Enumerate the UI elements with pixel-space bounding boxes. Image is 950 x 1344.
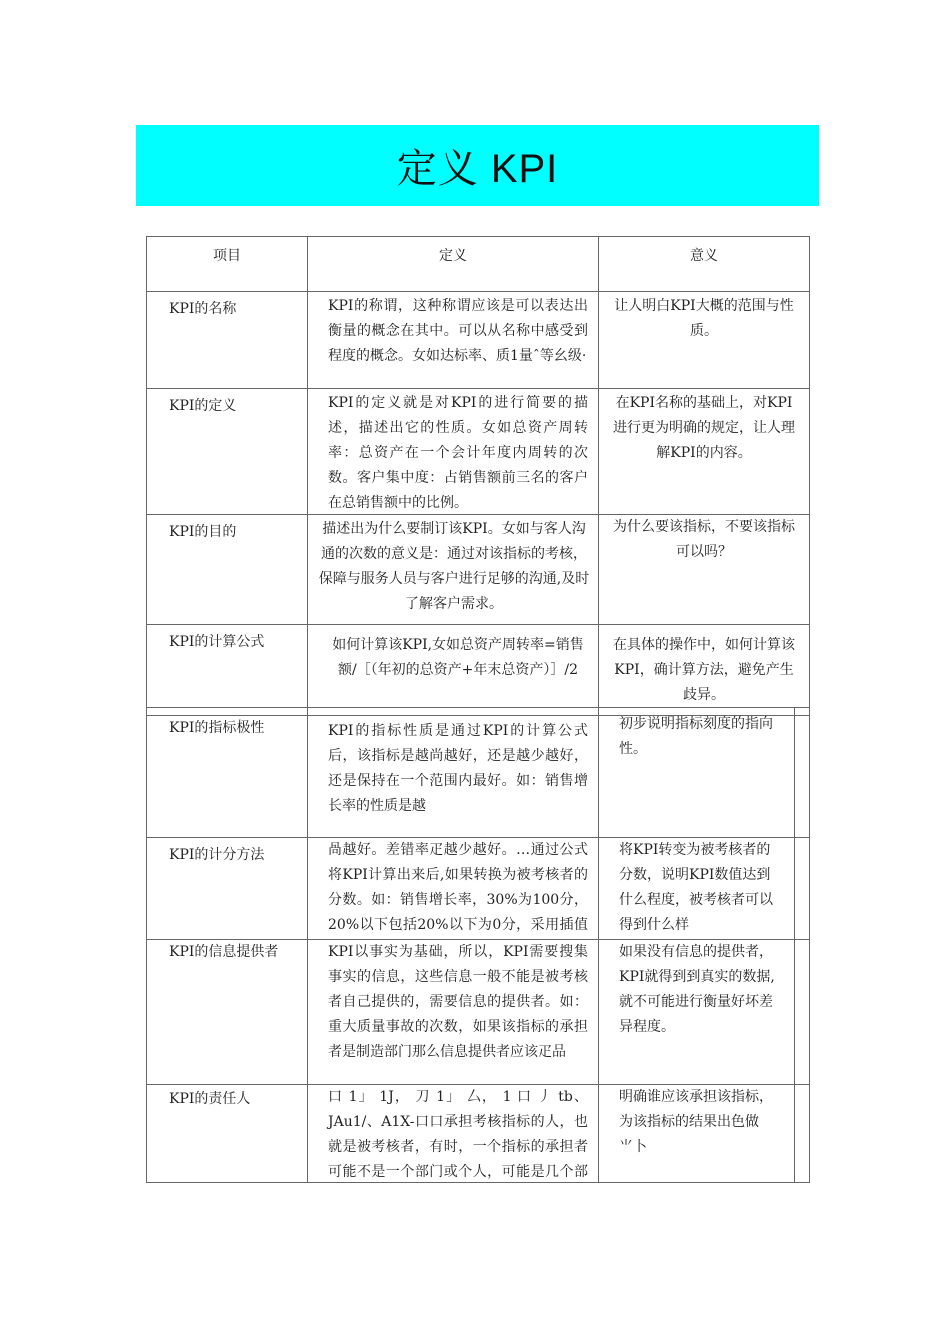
row-definition: 如何计算该KPI,女如总资产周转率=销售额/［（年初的总资产+年末总资产）］/2 bbox=[308, 625, 599, 716]
row-item: KPI的计分方法 bbox=[147, 838, 308, 940]
row-meaning: 为什么要该指标，不要该指标可以吗？ bbox=[599, 515, 810, 625]
row-spacer bbox=[795, 940, 810, 1085]
row-item: KPI的计算公式 bbox=[147, 625, 308, 716]
kpi-table-2 bbox=[146, 707, 810, 1183]
header-item: 项目 bbox=[147, 237, 308, 292]
table-row bbox=[147, 1085, 810, 1183]
row-spacer bbox=[795, 708, 810, 838]
kpi-table-1 bbox=[146, 236, 810, 716]
page-title: 定义 KPI bbox=[396, 147, 559, 191]
row-definition: 口 1」 1J， 刀 1」 厶， 1 口 丿 tb、JAu1/、A1X-口口承担考核指标的人，也就是被考核者，有时，一个指标的承担者可能不是一个部门或个人，可能是几个部 bbox=[308, 1085, 599, 1183]
table-row bbox=[147, 838, 810, 940]
row-spacer bbox=[795, 1085, 810, 1183]
row-spacer bbox=[795, 838, 810, 940]
header-meaning: 意义 bbox=[599, 237, 810, 292]
table-row bbox=[147, 940, 810, 1085]
row-meaning: 在KPI名称的基础上，对KPI进行更为明确的规定，让人理解KPI的内容。 bbox=[599, 389, 810, 515]
meaning-fragment: ⺌卜 bbox=[619, 1139, 647, 1155]
row-item: KPI的定义 bbox=[147, 389, 308, 515]
row-definition: 咼越好。差错率疋越少越好。…通过公式将KPI计算出来后,如果转换为被考核者的分数。如：销售增长率，30%为100分，20%以下包括20%以下为0分，采用插值 bbox=[308, 838, 599, 940]
table-row bbox=[147, 515, 810, 625]
header-definition: 定义 bbox=[308, 237, 599, 292]
meaning-text: 明确谁应该承担该指标，为该指标的结果出色做 bbox=[619, 1089, 773, 1130]
table-header-row bbox=[147, 237, 810, 292]
table-row bbox=[147, 625, 810, 716]
row-meaning bbox=[599, 1085, 795, 1183]
row-definition: 描述出为什么要制订该KPI。女如与客人沟通的次数的意义是：通过对该指标的考核，保障与服务人员与客户进行足够的沟通,及时了解客户需求。 bbox=[308, 515, 599, 625]
table-row bbox=[147, 708, 810, 838]
table-row bbox=[147, 292, 810, 389]
row-definition: KPI的定义就是对KPI的进行简要的描述，描述出它的性质。女如总资产周转率：总资产在一个会计年度内周转的次数。客户集中度：占销售额前三名的客户在总销售额中的比例。 bbox=[308, 389, 599, 515]
row-item: KPI的指标极性 bbox=[147, 708, 308, 838]
row-meaning: 初步说明指标刻度的指向性。 bbox=[599, 708, 795, 838]
row-meaning: 将KPI转变为被考核者的分数，说明KPI数值达到什么程度，被考核者可以得到什么样 bbox=[599, 838, 795, 940]
row-item: KPI的信息提供者 bbox=[147, 940, 308, 1085]
row-item: KPI的责任人 bbox=[147, 1085, 308, 1183]
row-meaning: 让人明白KPI大概的范围与性质。 bbox=[599, 292, 810, 389]
row-definition: KPI的称谓，这种称谓应该是可以表达出衡量的概念在其中。可以从名称中感受到程度的概念。女如达标率、质1量ˆ等幺级· bbox=[308, 292, 599, 389]
row-definition: KPI的指标性质是通过KPI的计算公式后，该指标是越尚越好，还是越少越好，还是保持在一个范围内最好。如：销售增长率的性质是越 bbox=[308, 708, 599, 838]
row-meaning: 在具体的操作中，如何计算该KPI，确计算方法，避免产生歧异。 bbox=[599, 625, 810, 716]
row-meaning: 如果没有信息的提供者，KPI就得到到真实的数据,就不可能进行衡量好坏差异程度。 bbox=[599, 940, 795, 1085]
table-row bbox=[147, 389, 810, 515]
row-item: KPI的名称 bbox=[147, 292, 308, 389]
title-banner bbox=[136, 125, 819, 206]
row-item: KPI的目的 bbox=[147, 515, 308, 625]
row-definition: KPI以事实为基础，所以，KPI需要搜集事实的信息，这些信息一般不能是被考核者自己提供的，需要信息的提供者。如：重大质量事故的次数，如果该指标的承担者是制造部门那么信息提供者应该疋品 bbox=[308, 940, 599, 1085]
